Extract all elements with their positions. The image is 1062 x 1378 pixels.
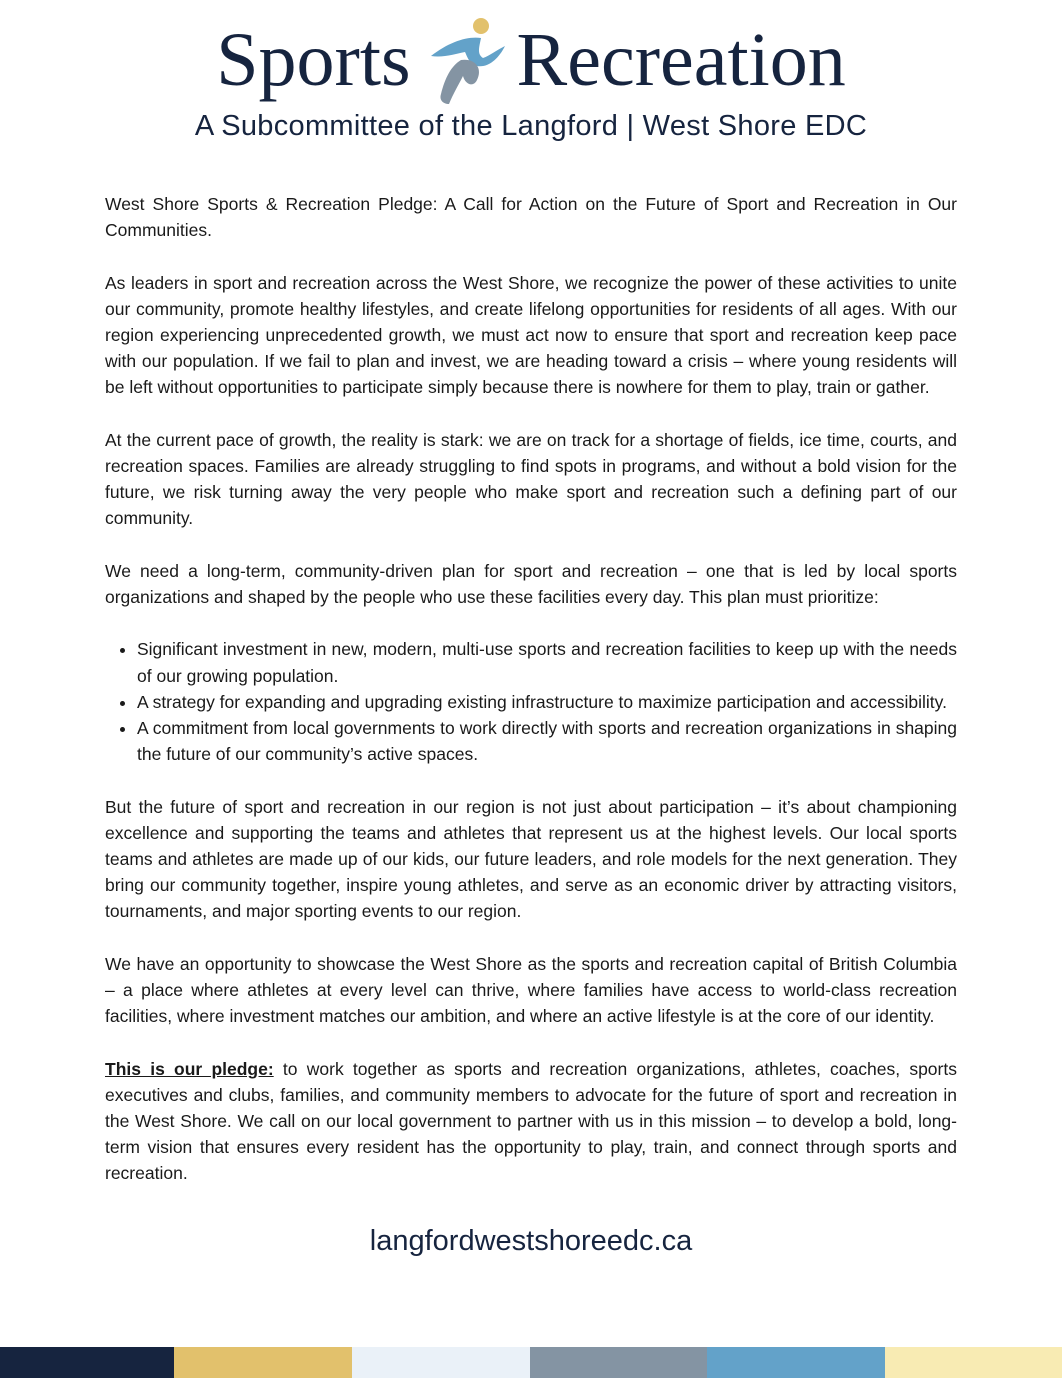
paragraph: But the future of sport and recreation in our region is not just about participation – it’s about championing excellence and supporting the teams and athletes that represent us at the highest levels. Our local sports teams and athletes are made up of our kids, our future leaders, and role models for the next generation. They bring our community together, inspire young athletes, and serve as an economic driver by attracting visitors, tournaments, and major sporting events to our region. bbox=[105, 796, 957, 922]
pledge-text: to work together as sports and recreation organizations, athletes, coaches, sports executives and clubs, families, and community members to advocate for the future of sport and recreation in the West Shore. We call on our local government to partner with us in this mission – to develop a bold, long-term vision that ensures every resident has the opportunity to play, train, and connect through sports and recreation. bbox=[105, 1058, 957, 1184]
title-paragraph: West Shore Sports & Recreation Pledge: A Call for Action on the Future of Sport and Recreation in Our Communities. bbox=[105, 194, 957, 241]
paragraph: As leaders in sport and recreation across the West Shore, we recognize the power of these activities to unite our community, promote healthy lifestyles, and create lifelong opportunities for residents of all ages. With our region experiencing unprecedented growth, we must act now to ensure that sport and recreation keep pace with our population. If we fail to plan and invest, we are heading toward a crisis – where young residents will be left without opportunities to participate simply because there is nowhere for them to play, train or gather. bbox=[105, 272, 957, 398]
paragraph: We need a long-term, community-driven plan for sport and recreation – one that is led by local sports organizations and shaped by the people who use these facilities every day. This plan must prioritize: bbox=[105, 560, 957, 607]
paragraph: At the current pace of growth, the reality is stark: we are on track for a shortage of fields, ice time, courts, and recreation spaces. Families are already struggling to find spots in programs, and without a bold vision for the future, we risk turning away the very people who make sport and recreation such a defining part of our community. bbox=[105, 429, 957, 529]
subtitle: A Subcommittee of the Langford | West Shore EDC bbox=[194, 110, 868, 142]
letterhead bbox=[0, 14, 1062, 144]
color-block bbox=[0, 1347, 174, 1378]
logo-word-recreation: Recreation bbox=[516, 18, 846, 102]
priority-list bbox=[105, 636, 957, 767]
logo-word-sports: Sports bbox=[216, 18, 411, 102]
color-block bbox=[707, 1347, 885, 1378]
list-item: • Significant investment in new, modern, multi-use sports and recreation facilities to keep up with the needs of our growing population. bbox=[137, 636, 957, 688]
logo bbox=[0, 14, 1062, 106]
color-block bbox=[174, 1347, 352, 1378]
color-block bbox=[530, 1347, 707, 1378]
color-block bbox=[352, 1347, 530, 1378]
color-block bbox=[885, 1347, 1062, 1378]
letter-body bbox=[105, 191, 957, 1187]
list-item: • A strategy for expanding and upgrading existing infrastructure to maximize participation and accessibility. bbox=[137, 689, 957, 715]
footer-website: langfordwestshoreedc.ca bbox=[369, 1224, 693, 1257]
paragraph: We have an opportunity to showcase the West Shore as the sports and recreation capital of British Columbia – a place where athletes at every level can thrive, where families have access to world-class recreation facilities, where investment matches our ambition, and where an active lifestyle is at the core of our identity. bbox=[105, 953, 957, 1027]
pledge-lead: This is our pledge: bbox=[105, 1058, 274, 1079]
runner-logo-icon bbox=[419, 14, 509, 106]
footer-color-bar bbox=[0, 1347, 1062, 1378]
pledge-paragraph bbox=[105, 1056, 957, 1187]
list-item: • A commitment from local governments to work directly with sports and recreation organizations in shaping the future of our community’s active spaces. bbox=[137, 715, 957, 767]
